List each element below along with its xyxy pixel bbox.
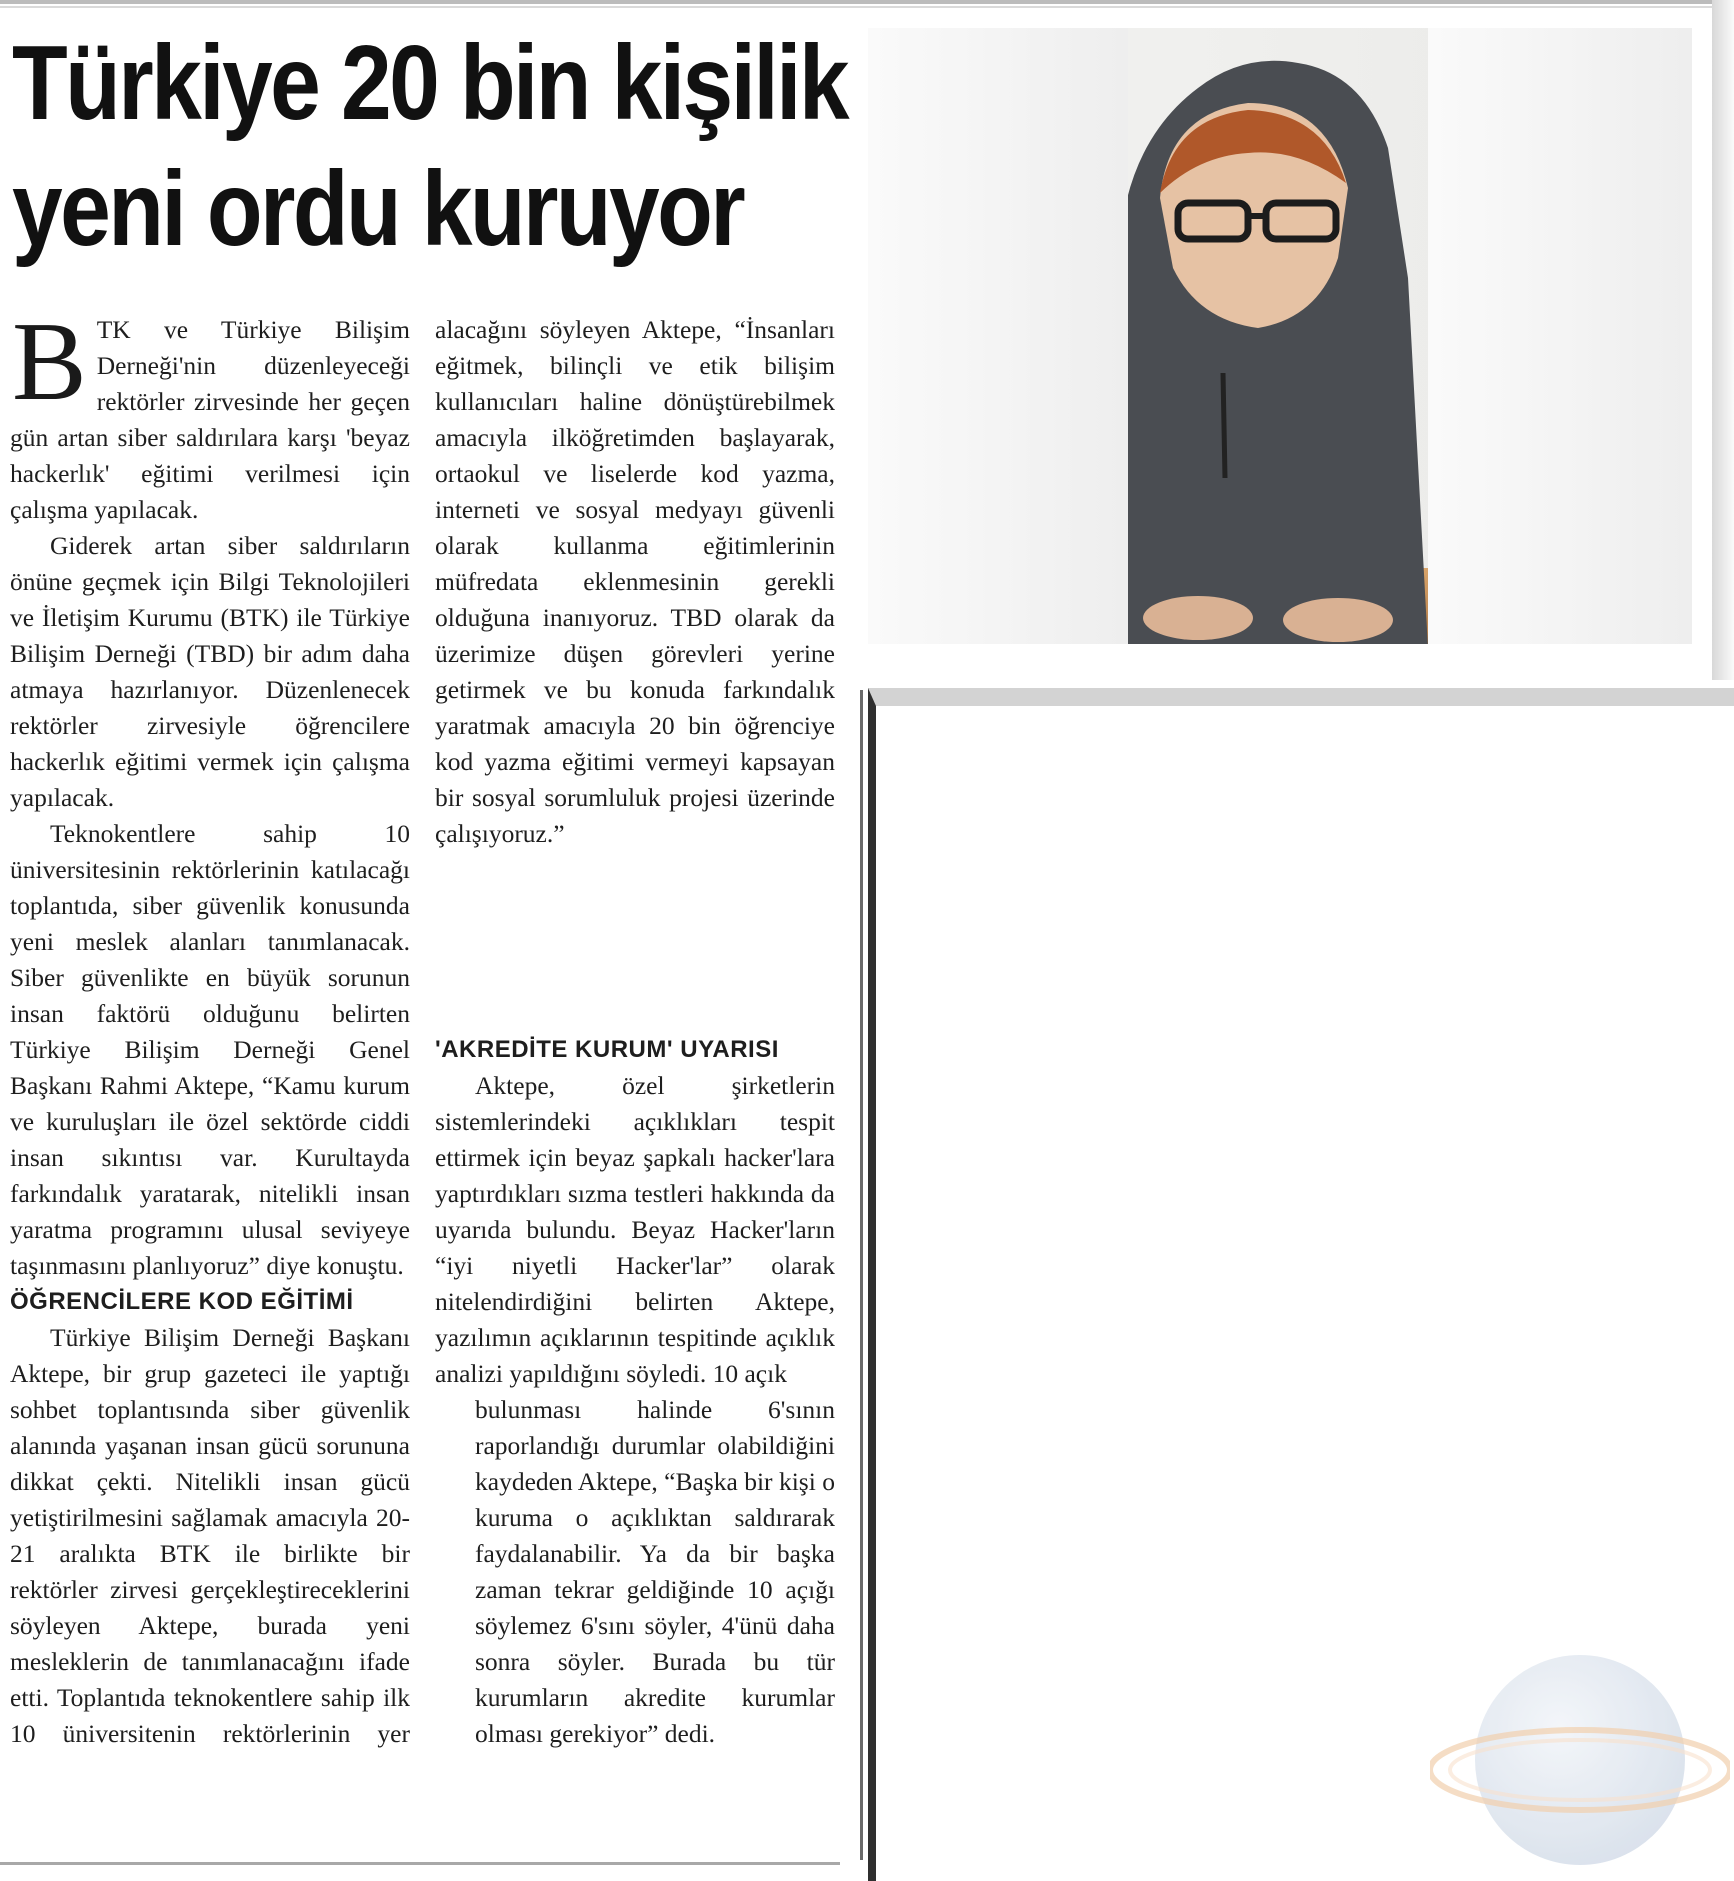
paragraph-3: Teknokentlere sahip 10 üniversitesinin rektörlerinin katılacağı toplantıda, siber güvenlik konusunda yeni meslek alanları tanımlanacak. Siber güvenlikte en büyük sorunun insan faktörü olduğunu belirten Türkiye Bilişim Derneği Genel Başkanı Rahmi Aktepe, “Kamu kurum ve kuruluşları ile özel sektörde ciddi insan sıkıntısı var. Kurultayda farkındalık yaratarak, nitelikli insan yaratma programını ulusal seviyeye taşınmasını planlıyoruz” diye konuştu. (10, 819, 410, 1280)
article-photo (868, 28, 1692, 644)
article-column-2 (435, 312, 835, 1752)
top-rule-secondary (0, 6, 1734, 8)
article-column-1 (10, 300, 410, 1752)
subheading-accredited-institution: 'AKREDİTE KURUM' UYARISI (435, 1036, 779, 1063)
lead-text: TK ve Türkiye Bilişim Derneği'nin düzenleyeceği rektörler zirvesinde her geçen gün artan siber saldırılara karşı 'beyaz hackerlık' eğitimi verilmesi için çalışma yapılacak. (10, 315, 410, 524)
headline (12, 20, 847, 272)
hacker-illustration (868, 28, 1692, 644)
paragraph-2: Giderek artan siber saldırıların önüne geçmek için Bilgi Teknolojileri ve İletişim Kurumu (BTK) ile Türkiye Bilişim Derneği (TBD) bir adım daha atmaya hazırlanıyor. Düzenlenecek rektörler zirvesiyle öğrencilere hackerlık eğitimi vermek için çalışma yapılacak. (10, 531, 410, 812)
headline-line-1: Türkiye 20 bin kişilik (12, 24, 847, 142)
panel-separator (860, 690, 863, 1860)
lead-paragraph (10, 300, 410, 528)
monitor-right (1428, 28, 1692, 644)
top-rule (0, 0, 1734, 4)
headline-line-2: yeni ordu kuruyor (12, 150, 744, 268)
globe-watermark-icon (1430, 1640, 1730, 1880)
paragraph-4: Türkiye Bilişim Derneği Başkanı Aktepe, bir grup gazeteci ile yaptığı sohbet toplantısında siber güvenlik alanında yaşanan insan gücü sorununa dikkat çekti. Nitelikli insan gücü yetiştirilmesini sağlamak amacıyla 20-21 aralıkta BTK ile birlikte bir rektörler zirvesi gerçekleştireceklerini söyleyen Aktepe, burada yeni mesleklerin de tanımlanacağını ifade etti. Toplantıda teknokentlere sahip ilk 10 üniversitenin rektörlerinin yer (10, 1323, 410, 1748)
photo-shadow (1712, 0, 1734, 680)
paragraph-6: bulunması halinde 6'sının raporlandığı durumlar olabildiğini kaydeden Aktepe, “Başka bir kişi o kuruma o açıklıktan saldırarak faydalanabilir. Ya da bir başka zaman tekrar geldiğinde 10 açığı söylemez 6'sını söyler, 4'ünü daha sonra söyler. Burada bu tür kurumların akredite kurumlar olması gerekiyor” dedi. (475, 1395, 835, 1748)
drop-cap: B (12, 300, 87, 424)
paragraph-5: Aktepe, özel şirketlerin sistemlerindeki açıklıkları tespit ettirmek için beyaz şapkalı hacker'lara yaptırdıkları sızma testleri hakkında da uyarıda bulundu. Beyaz Hacker'ların “iyi niyetli Hacker'lar” olarak nitelendirdiğini belirten Aktepe, yazılımın açıklarının tespitinde açıklık analizi yapıldığını söyledi. 10 açık (435, 1071, 835, 1388)
monitor-left (868, 28, 1128, 644)
subheading-code-education: ÖĞRENCİLERE KOD EĞİTİMİ (10, 1288, 354, 1315)
bottom-rule (0, 1862, 840, 1865)
paragraph-4-continued: alacağını söyleyen Aktepe, “İnsanları eğitmek, bilinçli ve etik bilişim kullanıcıları haline dönüştürebilmek amacıyla ilköğretimden başlayarak, ortaokul ve liselerde kod yazma, interneti ve sosyal medyayı güvenli olarak kullanma eğitimlerinin müfredata eklenmesinin gerekli olduğuna inanıyoruz. TBD olarak da üzerimize düşen görevleri yerine getirmek ve bu konuda farkındalık yaratmak amacıyla 20 bin öğrenciye kod yazma eğitimi vermeyi kapsayan bir sosyal sorumluluk projesi üzerinde çalışıyoruz.” (435, 315, 835, 848)
